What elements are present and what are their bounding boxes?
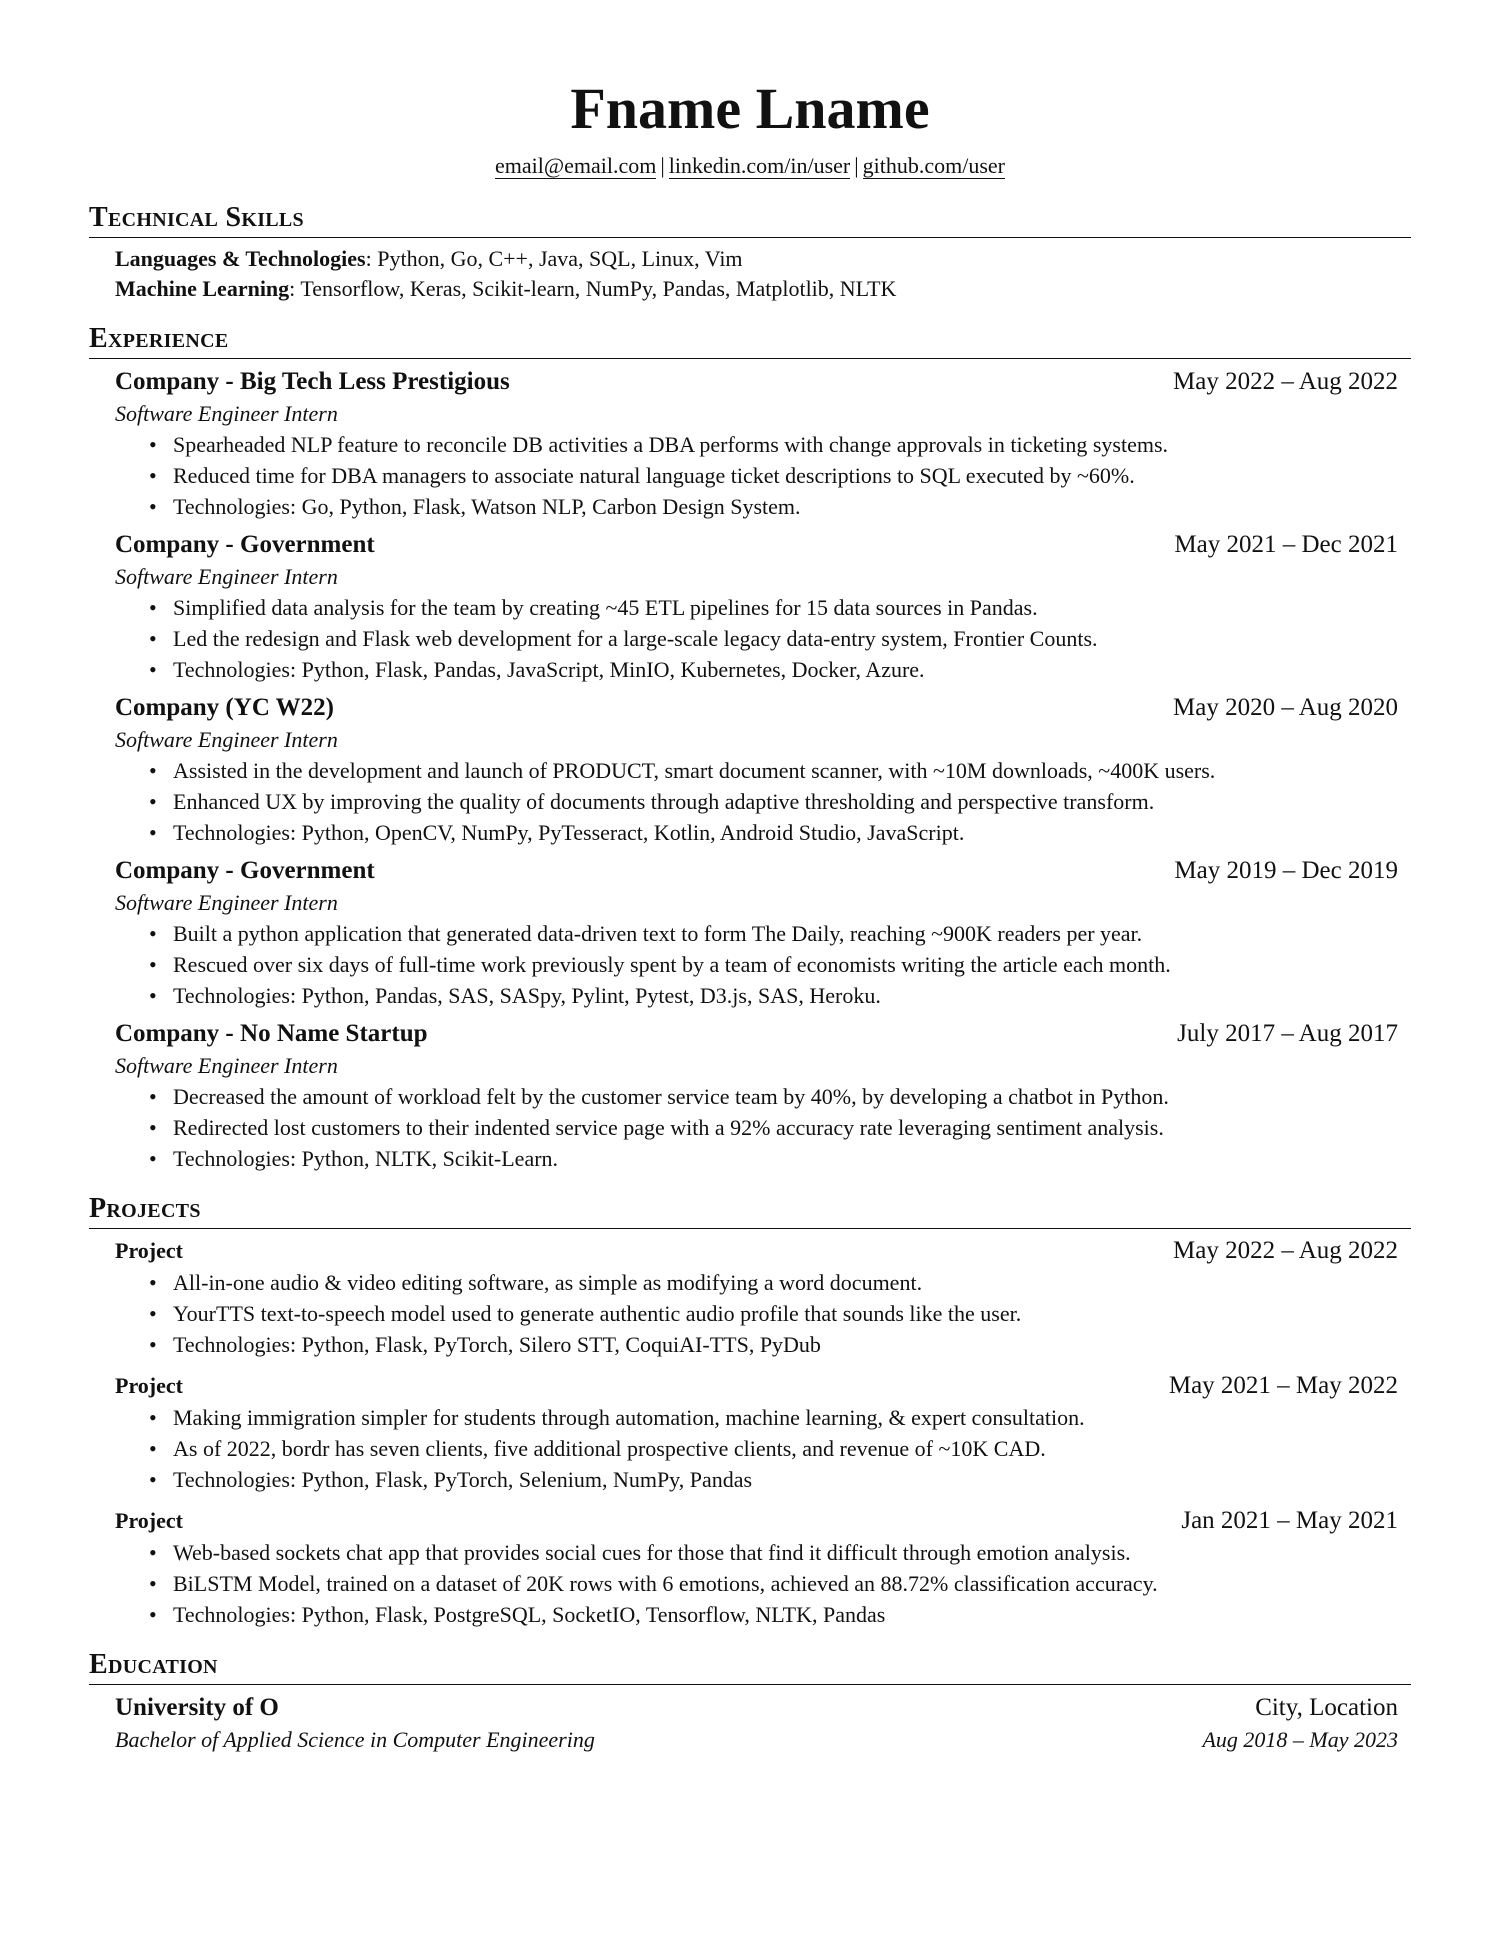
skill-label: Languages & Technologies	[115, 246, 366, 271]
job-role: Software Engineer Intern	[115, 401, 338, 426]
bullet-list	[115, 1402, 1398, 1495]
bullet-item: • Redirected lost customers to their indented service page with a 92% accuracy rate leveraging sentiment analysis.	[173, 1112, 1398, 1143]
resume-header	[89, 70, 1411, 183]
project-dates: Jan 2021 – May 2021	[1181, 1507, 1398, 1534]
github-link[interactable]: github.com/user	[862, 153, 1006, 178]
entry-heading	[115, 854, 1398, 888]
company-name: Company - No Name Startup	[115, 1020, 428, 1047]
project-entry	[115, 1370, 1398, 1495]
skill-value: : Tensorflow, Keras, Scikit-learn, NumPy, Pandas, Matplotlib, NLTK	[289, 276, 897, 301]
company-name: Company (YC W22)	[115, 694, 334, 721]
bullet-item: • Technologies: Python, Flask, PostgreSQL, SocketIO, Tensorflow, NLTK, Pandas	[173, 1599, 1398, 1630]
entry-dates: May 2022 – Aug 2022	[1173, 368, 1398, 395]
bullet-item: • Technologies: Python, OpenCV, NumPy, PyTesseract, Kotlin, Android Studio, JavaScript.	[173, 817, 1398, 848]
experience-entry	[115, 528, 1398, 685]
section-title-skills: Technical Skills	[89, 201, 1411, 238]
entry-dates: May 2019 – Dec 2019	[1174, 857, 1398, 884]
skill-line	[115, 244, 1398, 274]
job-role: Software Engineer Intern	[115, 564, 338, 589]
entry-heading	[115, 691, 1398, 725]
entry-heading	[115, 528, 1398, 562]
projects-section	[89, 1192, 1411, 1630]
degree-name: Bachelor of Applied Science in Computer Engineering	[115, 1727, 595, 1752]
project-heading	[115, 1505, 1398, 1537]
education-body	[89, 1685, 1411, 1755]
bullet-item: • Led the redesign and Flask web development for a large-scale legacy data-entry system, Frontier Counts.	[173, 623, 1398, 654]
job-role: Software Engineer Intern	[115, 727, 338, 752]
company-name: Company - Government	[115, 857, 375, 884]
entry-dates: May 2020 – Aug 2020	[1173, 694, 1398, 721]
skill-label: Machine Learning	[115, 276, 290, 301]
experience-body	[89, 359, 1411, 1174]
bullet-item: • All-in-one audio & video editing software, as simple as modifying a word document.	[173, 1267, 1398, 1298]
contact-links	[89, 149, 1411, 183]
project-dates: May 2022 – Aug 2022	[1173, 1237, 1398, 1264]
project-entry	[115, 1235, 1398, 1360]
experience-entry	[115, 365, 1398, 522]
bullet-list	[115, 429, 1398, 522]
entry-dates: May 2021 – Dec 2021	[1174, 531, 1398, 558]
experience-entry	[115, 854, 1398, 1011]
bullet-list	[115, 1267, 1398, 1360]
education-dates: Aug 2018 – May 2023	[1202, 1727, 1398, 1752]
resume-page	[89, 70, 1411, 1755]
skill-value: : Python, Go, C++, Java, SQL, Linux, Vim	[365, 246, 743, 271]
bullet-list	[115, 1081, 1398, 1174]
bullet-item: • Decreased the amount of workload felt by the customer service team by 40%, by developing a chatbot in Python.	[173, 1081, 1398, 1112]
project-dates: May 2021 – May 2022	[1168, 1372, 1398, 1399]
project-name: Project	[115, 1508, 183, 1533]
company-name: Company - Government	[115, 531, 375, 558]
bullet-list	[115, 592, 1398, 685]
candidate-name: Fname Lname	[570, 76, 930, 141]
skills-section	[89, 201, 1411, 304]
bullet-item: • Web-based sockets chat app that provides social cues for those that find it difficult through emotion analysis.	[173, 1537, 1398, 1568]
skills-body	[89, 238, 1411, 304]
bullet-item: • Technologies: Python, Pandas, SAS, SASpy, Pylint, Pytest, D3.js, SAS, Heroku.	[173, 980, 1398, 1011]
education-heading	[115, 1691, 1398, 1725]
skill-line	[115, 274, 1398, 304]
bullet-item: • Simplified data analysis for the team by creating ~45 ETL pipelines for 15 data sources in Pandas.	[173, 592, 1398, 623]
separator: |	[660, 153, 665, 178]
bullet-list	[115, 1537, 1398, 1630]
school-location: City, Location	[1255, 1694, 1398, 1721]
bullet-item: • BiLSTM Model, trained on a dataset of 20K rows with 6 emotions, achieved an 88.72% classification accuracy.	[173, 1568, 1398, 1599]
linkedin-link[interactable]: linkedin.com/in/user	[668, 153, 851, 178]
section-title-experience: Experience	[89, 322, 1411, 359]
entry-heading	[115, 1017, 1398, 1051]
bullet-item: • Making immigration simpler for students through automation, machine learning, & expert consultation.	[173, 1402, 1398, 1433]
project-entry	[115, 1505, 1398, 1630]
section-title-education: Education	[89, 1648, 1411, 1685]
project-name: Project	[115, 1373, 183, 1398]
job-role: Software Engineer Intern	[115, 890, 338, 915]
bullet-item: • Enhanced UX by improving the quality of documents through adaptive thresholding and perspective transform.	[173, 786, 1398, 817]
company-name: Company - Big Tech Less Prestigious	[115, 368, 510, 395]
bullet-item: • Technologies: Python, Flask, PyTorch, Selenium, NumPy, Pandas	[173, 1464, 1398, 1495]
project-heading	[115, 1370, 1398, 1402]
bullet-item: • Technologies: Python, NLTK, Scikit-Learn.	[173, 1143, 1398, 1174]
experience-entry	[115, 691, 1398, 848]
bullet-item: • Spearheaded NLP feature to reconcile DB activities a DBA performs with change approvals in ticketing systems.	[173, 429, 1398, 460]
bullet-item: • Technologies: Python, Flask, PyTorch, Silero STT, CoquiAI-TTS, PyDub	[173, 1329, 1398, 1360]
bullet-item: • As of 2022, bordr has seven clients, five additional prospective clients, and revenue of ~10K CAD.	[173, 1433, 1398, 1464]
project-name: Project	[115, 1238, 183, 1263]
bullet-item: • Technologies: Python, Flask, Pandas, JavaScript, MinIO, Kubernetes, Docker, Azure.	[173, 654, 1398, 685]
email-link[interactable]: email@email.com	[494, 153, 657, 178]
bullet-item: • Reduced time for DBA managers to associate natural language ticket descriptions to SQL executed by ~60%.	[173, 460, 1398, 491]
bullet-list	[115, 755, 1398, 848]
bullet-item: • Assisted in the development and launch of PRODUCT, smart document scanner, with ~10M downloads, ~400K users.	[173, 755, 1398, 786]
school-name: University of O	[115, 1694, 279, 1721]
bullet-item: • Technologies: Go, Python, Flask, Watson NLP, Carbon Design System.	[173, 491, 1398, 522]
section-title-projects: Projects	[89, 1192, 1411, 1229]
bullet-item: • Rescued over six days of full-time work previously spent by a team of economists writing the article each month.	[173, 949, 1398, 980]
projects-body	[89, 1229, 1411, 1630]
bullet-item: • Built a python application that generated data-driven text to form The Daily, reaching ~900K readers per year.	[173, 918, 1398, 949]
education-subheading	[115, 1725, 1398, 1755]
entry-heading	[115, 365, 1398, 399]
entry-dates: July 2017 – Aug 2017	[1177, 1020, 1398, 1047]
experience-section	[89, 322, 1411, 1174]
project-heading	[115, 1235, 1398, 1267]
experience-entry	[115, 1017, 1398, 1174]
bullet-list	[115, 918, 1398, 1011]
separator: |	[854, 153, 859, 178]
job-role: Software Engineer Intern	[115, 1053, 338, 1078]
education-section	[89, 1648, 1411, 1755]
bullet-item: • YourTTS text-to-speech model used to generate authentic audio profile that sounds like the user.	[173, 1298, 1398, 1329]
